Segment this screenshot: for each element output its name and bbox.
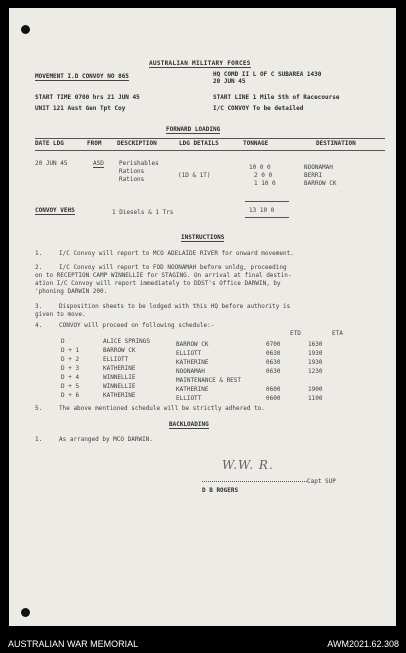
hq-line: HQ COMD II L OF C SUBAREA 1430 [213,71,322,78]
schedule-to: MAINTENANCE & REST [176,377,242,384]
row-description: Rations [119,176,145,183]
backloading-heading: BACKLOADING [169,421,209,428]
schedule-day: D + 1 [61,347,80,354]
col-header-from: FROM [87,140,102,147]
instruction-line: given to move. [35,311,86,318]
table-rule-top [35,138,385,139]
instruction-number: 4. [35,322,43,329]
schedule-eta: 1930 [308,359,323,366]
row-destination: BERRI [304,172,323,179]
unit: UNIT 121 Aust Gen Tpt Coy [35,105,126,112]
schedule-from: KATHERINE [103,365,136,372]
row-date: 20 JUN 45 [35,160,68,167]
col-header-ldg-details: LDG DETAILS [179,140,219,147]
schedule-day: D + 6 [61,392,80,399]
col-header-date: DATE LDG [35,140,64,147]
schedule-etd: 0600 [266,395,281,402]
schedule-day: D + 4 [61,374,80,381]
ic-convoy: I/C CONVOY To be detailed [213,105,304,112]
schedule-eta: 1930 [308,350,323,357]
backloading-number: 1. [35,436,43,443]
schedule-from: WINNELLIE [103,374,136,381]
backloading-line: As arranged by MCO DARWIN. [59,436,153,443]
instruction-line: The above mentioned schedule will be strictly adhered to. [59,405,265,412]
schedule-etd: 0630 [266,359,281,366]
ldg-details: (1D & 1T) [178,172,211,179]
instruction-line: I/C Convoy will report to FOD NOONAMAH before unldg, proceeding [59,264,287,271]
schedule-etd: 0700 [266,341,281,348]
signatory-name: D B ROGERS [202,487,239,494]
schedule-from: KATHERINE [103,392,136,399]
schedule-to: KATHERINE [176,359,209,366]
col-header-tonnage: TONNAGE [243,140,269,147]
schedule-day: D + 2 [61,356,80,363]
schedule-to: ELLIOTT [176,395,202,402]
schedule-etd: 0600 [266,386,281,393]
signature: W.W. R. [222,458,274,472]
row-destination: NOONAMAH [304,164,333,171]
table-rule-mid [35,150,385,151]
schedule-to: ELLIOTT [176,350,202,357]
start-time: START TIME 0700 hrs 21 JUN 45 [35,94,140,101]
signature-line [202,481,307,482]
schedule-from: ALICE SPRINGS [103,338,150,345]
schedule-header-etd: ETD [290,330,301,337]
schedule-eta: 1100 [308,395,323,402]
schedule-to: BARROW CK [176,341,209,348]
punch-hole [21,608,30,617]
instruction-line: ation I/C Convoy will report immediately to DDST's Office DARWIN, by [35,280,281,287]
row-tonnage: 2 0 0 [254,172,273,179]
footer-institution: AUSTRALIAN WAR MEMORIAL [8,639,139,649]
footer-accession-number: AWM2021.62.308 [327,639,399,649]
instruction-line: I/C Convoy will report to MCO ADELAIDE RIVER for onward movement. [59,250,294,257]
schedule-from: WINNELLIE [103,383,136,390]
document-title: AUSTRALIAN MILITARY FORCES [149,60,251,67]
schedule-day: D + 5 [61,383,80,390]
schedule-header-eta: ETA [332,330,343,337]
schedule-day: D [61,338,65,345]
instruction-line: Disposition sheets to be lodged with this HQ before authority is [59,303,291,310]
row-tonnage: 1 10 0 [254,180,276,187]
col-header-description: DESCRIPTION [117,140,157,147]
convoy-vehs-desc: 1 Diesels & 1 Trs [112,209,174,216]
instruction-line: CONVOY will proceed on following schedule:- [59,322,215,329]
start-line: START LINE 1 Mile Sth of Racecourse [213,94,340,101]
signatory-rank: Capt SUP [307,478,336,485]
row-description: Perishables [119,160,159,167]
schedule-from: ELLIOTT [103,356,129,363]
convoy-vehs-label: CONVOY VEHS [35,207,75,214]
instruction-line: 'phoning DARWIN 200. [35,288,108,295]
schedule-eta: 1900 [308,386,323,393]
row-description: Rations [119,168,145,175]
instructions-heading: INSTRUCTIONS [181,234,225,241]
schedule-day: D + 3 [61,365,80,372]
hq-date: 20 JUN 45 [213,78,246,85]
forward-loading-heading: FORWARD LOADING [166,126,221,133]
schedule-etd: 0630 [266,350,281,357]
schedule-from: BARROW CK [103,347,136,354]
total-rule [245,217,289,218]
row-tonnage: 10 0 0 [249,164,271,171]
row-destination: BARROW CK [304,180,337,187]
instruction-number: 5. [35,405,43,412]
archive-footer [0,630,406,653]
punch-hole [21,25,30,34]
total-rule [245,201,289,202]
col-header-destination: DESTINATION [316,140,356,147]
schedule-to: NOONAMAH [176,368,205,375]
instruction-number: 2. [35,264,43,271]
tonnage-total: 13 10 0 [249,207,275,214]
schedule-eta: 1230 [308,368,323,375]
instruction-line: on to RECEPTION CAMP WINNELLIE for STAGING. On arrival at final destin- [35,272,292,279]
schedule-to: KATHERINE [176,386,209,393]
instruction-number: 1. [35,250,43,257]
document-page [9,8,396,626]
schedule-etd: 0630 [266,368,281,375]
schedule-eta: 1630 [308,341,323,348]
instruction-number: 3. [35,303,43,310]
movement-number: MOVEMENT I.D CONVOY NO 865 [35,73,129,80]
row-from: ASD [93,160,104,167]
